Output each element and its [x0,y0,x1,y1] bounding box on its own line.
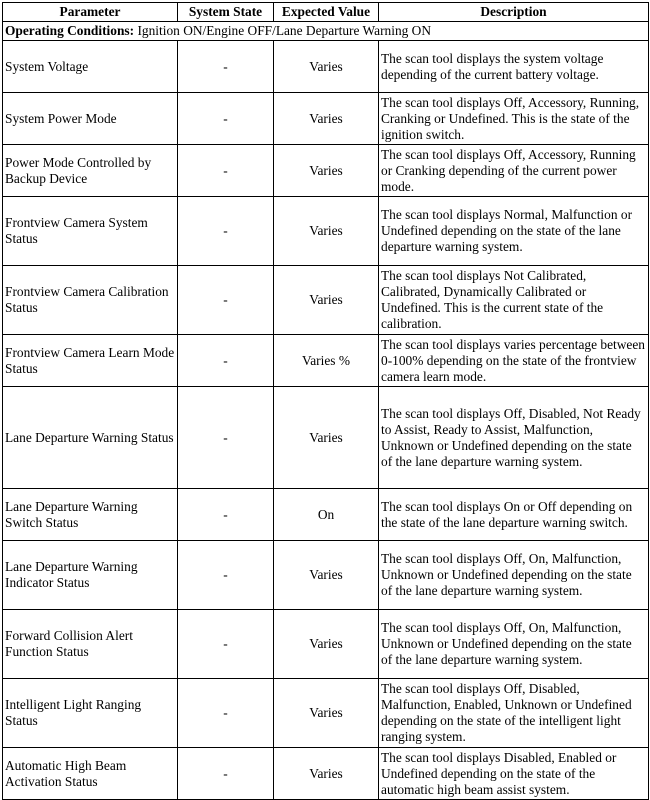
table-row [3,197,649,266]
table-row [3,266,649,335]
system-state-cell: - [178,145,274,197]
system-state-cell: - [178,748,274,800]
expected-value-cell: Varies [274,679,379,748]
header-row [3,3,649,22]
table-row [3,541,649,610]
system-state-cell: - [178,335,274,387]
description-cell: The scan tool displays Off, Accessory, Running or Cranking depending of the current power mode. [379,145,649,197]
table-row [3,489,649,541]
header-parameter: Parameter [3,3,178,22]
expected-value-cell: Varies [274,387,379,489]
system-state-cell: - [178,679,274,748]
description-cell: The scan tool displays Off, On, Malfunction, Unknown or Undefined depending on the state of the lane departure warning system. [379,610,649,679]
description-cell: The scan tool displays On or Off depending on the state of the lane departure warning switch. [379,489,649,541]
parameter-cell: Frontview Camera Calibration Status [3,266,178,335]
expected-value-cell: Varies [274,748,379,800]
operating-conditions-label: Operating Conditions: [5,23,135,38]
parameter-cell: System Power Mode [3,93,178,145]
parameter-cell: Lane Departure Warning Status [3,387,178,489]
system-state-cell: - [178,93,274,145]
expected-value-cell: Varies [274,541,379,610]
description-cell: The scan tool displays Off, Accessory, Running, Cranking or Undefined. This is the state of the ignition switch. [379,93,649,145]
parameter-cell: Lane Departure Warning Indicator Status [3,541,178,610]
parameter-cell: Power Mode Controlled by Backup Device [3,145,178,197]
header-description: Description [379,3,649,22]
table-row [3,610,649,679]
system-state-cell: - [178,41,274,93]
expected-value-cell: Varies [274,93,379,145]
scan-tool-data-table [2,2,649,800]
expected-value-cell: On [274,489,379,541]
system-state-cell: - [178,197,274,266]
table-row [3,145,649,197]
expected-value-cell: Varies [274,197,379,266]
parameter-cell: Forward Collision Alert Function Status [3,610,178,679]
table-row [3,387,649,489]
system-state-cell: - [178,610,274,679]
table-row [3,93,649,145]
description-cell: The scan tool displays Off, Disabled, Malfunction, Enabled, Unknown or Undefined depending on the state of the intelligent light ranging system. [379,679,649,748]
parameter-cell: Intelligent Light Ranging Status [3,679,178,748]
operating-conditions [3,22,649,41]
parameter-cell: Frontview Camera System Status [3,197,178,266]
table-row [3,41,649,93]
header-system-state: System State [178,3,274,22]
description-cell: The scan tool displays Off, On, Malfunction, Unknown or Undefined depending on the state of the lane departure warning system. [379,541,649,610]
table-row [3,679,649,748]
description-cell: The scan tool displays Disabled, Enabled or Undefined depending on the state of the automatic high beam assist system. [379,748,649,800]
expected-value-cell: Varies [274,610,379,679]
parameter-cell: Lane Departure Warning Switch Status [3,489,178,541]
description-cell: The scan tool displays varies percentage between 0-100% depending on the state of the frontview camera learn mode. [379,335,649,387]
expected-value-cell: Varies [274,266,379,335]
description-cell: The scan tool displays Normal, Malfunction or Undefined depending on the state of the lane departure warning system. [379,197,649,266]
description-cell: The scan tool displays the system voltage depending of the current battery voltage. [379,41,649,93]
system-state-cell: - [178,541,274,610]
parameter-cell: System Voltage [3,41,178,93]
expected-value-cell: Varies [274,41,379,93]
parameter-cell: Frontview Camera Learn Mode Status [3,335,178,387]
expected-value-cell: Varies % [274,335,379,387]
table-row [3,335,649,387]
description-cell: The scan tool displays Off, Disabled, Not Ready to Assist, Ready to Assist, Malfunction, Unknown or Undefined depending on the state of the lane departure warning system. [379,387,649,489]
system-state-cell: - [178,266,274,335]
header-expected-value: Expected Value [274,3,379,22]
operating-conditions-text: Ignition ON/Engine OFF/Lane Departure Warning ON [134,23,432,38]
table-row [3,748,649,800]
system-state-cell: - [178,489,274,541]
operating-conditions-row [3,22,649,41]
system-state-cell: - [178,387,274,489]
expected-value-cell: Varies [274,145,379,197]
description-cell: The scan tool displays Not Calibrated, Calibrated, Dynamically Calibrated or Undefined. This is the current state of the calibration. [379,266,649,335]
parameter-cell: Automatic High Beam Activation Status [3,748,178,800]
